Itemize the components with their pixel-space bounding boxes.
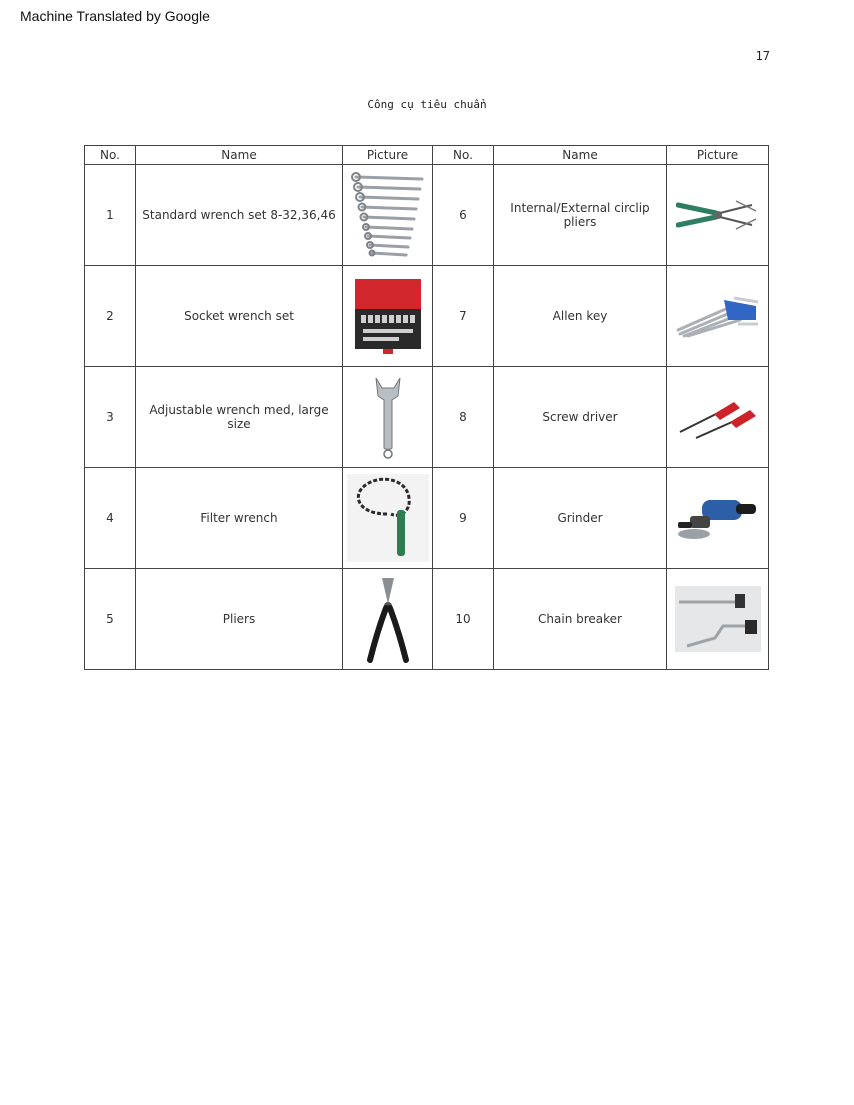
tools-table — [84, 145, 769, 670]
pliers-icon — [366, 574, 410, 664]
item-picture — [667, 165, 769, 266]
socket-set-icon — [353, 277, 423, 355]
screwdriver-icon — [676, 392, 760, 442]
item-picture — [343, 468, 433, 569]
item-name: Pliers — [136, 569, 343, 670]
item-number: 7 — [433, 266, 494, 367]
machine-translation-banner: Machine Translated by Google — [20, 8, 210, 24]
item-number: 1 — [85, 165, 136, 266]
header-no: No. — [85, 146, 136, 165]
item-name: Allen key — [494, 266, 667, 367]
item-picture — [343, 569, 433, 670]
item-picture — [667, 468, 769, 569]
page-title: Công cụ tiêu chuẩn — [367, 98, 487, 111]
item-name: Filter wrench — [136, 468, 343, 569]
item-picture — [667, 266, 769, 367]
header-no: No. — [433, 146, 494, 165]
grinder-icon — [676, 492, 760, 544]
item-name: Socket wrench set — [136, 266, 343, 367]
item-picture — [667, 569, 769, 670]
item-picture — [667, 367, 769, 468]
item-picture — [343, 266, 433, 367]
item-name: Chain breaker — [494, 569, 667, 670]
item-number: 3 — [85, 367, 136, 468]
item-picture — [343, 367, 433, 468]
chain-breaker-icon — [675, 586, 761, 652]
header-name: Name — [136, 146, 343, 165]
adjustable-wrench-icon — [368, 374, 408, 460]
table-row — [85, 367, 769, 468]
item-number: 6 — [433, 165, 494, 266]
header-name: Name — [494, 146, 667, 165]
filter-wrench-icon — [347, 474, 429, 562]
header-picture: Picture — [667, 146, 769, 165]
item-number: 8 — [433, 367, 494, 468]
wrench-set-icon — [348, 171, 428, 259]
table-row — [85, 165, 769, 266]
circlip-pliers-icon — [676, 195, 760, 235]
item-name: Grinder — [494, 468, 667, 569]
item-name: Internal/External circlip pliers — [494, 165, 667, 266]
table-row — [85, 569, 769, 670]
item-number: 4 — [85, 468, 136, 569]
item-number: 2 — [85, 266, 136, 367]
item-number: 5 — [85, 569, 136, 670]
item-number: 10 — [433, 569, 494, 670]
item-picture — [343, 165, 433, 266]
header-picture: Picture — [343, 146, 433, 165]
table-row — [85, 266, 769, 367]
page-number: 17 — [755, 49, 770, 63]
item-number: 9 — [433, 468, 494, 569]
allen-key-icon — [676, 294, 760, 338]
item-name: Standard wrench set 8-32,36,46 — [136, 165, 343, 266]
item-name: Adjustable wrench med, large size — [136, 367, 343, 468]
item-name: Screw driver — [494, 367, 667, 468]
table-row — [85, 468, 769, 569]
table-header-row — [85, 146, 769, 165]
